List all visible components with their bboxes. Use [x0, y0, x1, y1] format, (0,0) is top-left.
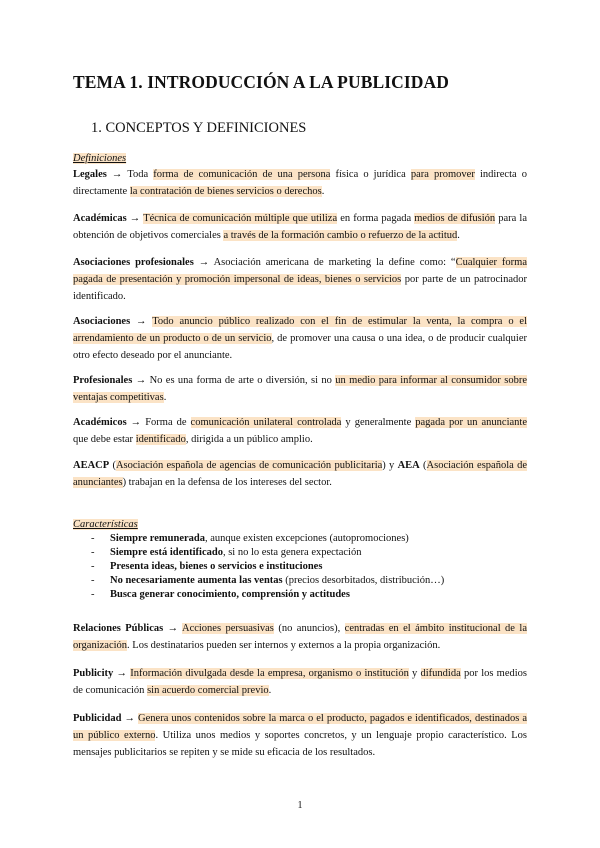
text: ) y [382, 460, 398, 471]
highlight: difundida [420, 668, 461, 679]
term: Académicas [73, 213, 127, 224]
term: Relaciones Públicas [73, 623, 164, 634]
relaciones-publicas-paragraph [73, 620, 527, 654]
text: , si no lo esta genera expectación [222, 547, 362, 558]
text: , de promover una causa o una idea, o de producir cualquier otro efecto deseado por el anunciante. [73, 333, 527, 361]
highlight: Cualquier forma pagada de presentación y promoción impersonal de ideas, bienes o servicios [73, 257, 527, 285]
highlight: Todo anuncio público realizado con el fin de estimular la venta, la compra o el arrendamiento de un producto o de un servicio [73, 316, 528, 344]
definition-legales [73, 166, 527, 200]
feature-bold: Siempre está identificado [110, 547, 223, 558]
text: en forma pagada [337, 213, 415, 224]
list-item [91, 574, 511, 588]
text: indirecta o directamente [73, 169, 528, 197]
text: , dirigida a un público amplio. [185, 434, 313, 445]
text: Toda [127, 169, 154, 180]
list-item [91, 546, 511, 560]
arrow: → [126, 417, 146, 428]
highlight: medios de difusión [414, 213, 496, 224]
arrow: → [163, 623, 182, 634]
bullet-dash: - [91, 533, 95, 544]
bullet-dash: - [91, 589, 95, 600]
text: . [268, 685, 272, 696]
highlight: Técnica de comunicación múltiple que utiliza [143, 213, 338, 224]
text: ( [112, 460, 116, 471]
text: por parte de un patrocinador identificado. [73, 274, 527, 302]
arrow: → [132, 375, 150, 386]
bullet-dash: - [91, 547, 95, 558]
highlight: sin acuerdo comercial previo [147, 685, 269, 696]
text: . [321, 186, 325, 197]
caracteristicas-label: Características [73, 519, 138, 530]
highlight: forma de comunicación de una persona [153, 169, 331, 180]
text: . Utiliza unos medios y soportes concretos, y un lenguaje propio característico. Los mensajes publicitarios se repiten y se mide su eficacia de los resultados. [73, 730, 527, 758]
text: para la obtención de objetivos comerciales [73, 213, 527, 241]
term: Profesionales [73, 375, 133, 386]
text: física o jurídica [330, 169, 411, 180]
feature-bold: No necesariamente aumenta las ventas [110, 575, 283, 586]
feature-bold: Presenta ideas, bienes o servicios e instituciones [110, 561, 323, 572]
highlight: la contratación de bienes servicios o derechos [129, 186, 322, 197]
features-list [91, 532, 511, 602]
highlight: Asociación española de anunciantes [73, 460, 527, 488]
term: Publicidad [73, 713, 122, 724]
arrow: → [113, 668, 131, 679]
text: ( [419, 460, 427, 471]
bullet-dash: - [91, 561, 95, 572]
text: que debe estar [73, 434, 136, 445]
highlight: comunicación unilateral controlada [190, 417, 342, 428]
arrow: → [130, 316, 153, 327]
highlight: pagada por un anunciante [415, 417, 528, 428]
feature-bold: Busca generar conocimiento, comprensión y actitudes [110, 589, 350, 600]
bullet-dash: - [91, 575, 95, 586]
definition-academicos [73, 414, 527, 448]
highlight: para promover [410, 169, 475, 180]
text: Asociación americana de marketing la define como: “ [213, 257, 456, 268]
section-heading: 1. CONCEPTOS Y DEFINICIONES [91, 120, 307, 136]
list-item [91, 588, 511, 602]
text: ) trabajan en la defensa de los intereses del sector. [122, 477, 332, 488]
highlight: a través de la formación cambio o refuerzo de la actitud [223, 230, 458, 241]
text: (precios desorbitados, distribución…) [282, 575, 445, 586]
publicidad-paragraph [73, 710, 527, 761]
text: . [457, 230, 460, 241]
text: No es una forma de arte o diversión, si no [149, 375, 336, 386]
page-title: TEMA 1. INTRODUCCIÓN A LA PUBLICIDAD [73, 72, 450, 92]
highlight: un medio para informar al consumidor sobre ventajas competitivas [73, 375, 527, 403]
aeacp-aea-paragraph [73, 457, 527, 491]
text: . Los destinatarios pueden ser internos y externos a la propia organización. [127, 640, 441, 651]
definition-asociaciones [73, 313, 527, 364]
term: AEA [397, 460, 420, 471]
highlight: Acciones persuasivas [181, 623, 274, 634]
definition-asociaciones-profesionales [73, 254, 527, 305]
term: Asociaciones profesionales [73, 257, 194, 268]
definiciones-label: Definiciones [73, 153, 127, 164]
arrow: → [106, 169, 128, 180]
term: Publicity [73, 668, 114, 679]
term: AEACP [73, 460, 110, 471]
definition-academicas [73, 210, 527, 244]
list-item [91, 532, 511, 546]
text: y generalmente [341, 417, 416, 428]
feature-bold: Siempre remunerada [110, 533, 205, 544]
highlight: Genera unos contenidos sobre la marca o el producto, pagados e identificados, destinados a un público externo [73, 713, 528, 741]
arrow: → [126, 213, 144, 224]
text: por los medios de comunicación [73, 668, 527, 696]
term: Legales [73, 169, 107, 180]
term: Asociaciones [73, 316, 131, 327]
highlight: Asociación española de agencias de comunicación publicitaria [115, 460, 383, 471]
list-item [91, 560, 511, 574]
text: , aunque existen excepciones (autopromociones) [204, 533, 409, 544]
highlight: identificado [135, 434, 186, 445]
page-number: 1 [297, 800, 303, 811]
term: Académicos [73, 417, 127, 428]
publicity-paragraph [73, 665, 527, 699]
arrow: → [121, 713, 139, 724]
text: y [408, 668, 421, 679]
definition-profesionales [73, 372, 527, 406]
highlight: centradas en el ámbito institucional de la organización [73, 623, 527, 651]
text: . [163, 392, 167, 403]
text: (no anuncios), [273, 623, 345, 634]
text: Forma de [145, 417, 191, 428]
arrow: → [193, 257, 214, 268]
highlight: Información divulgada desde la empresa, organismo o institución [130, 668, 409, 679]
